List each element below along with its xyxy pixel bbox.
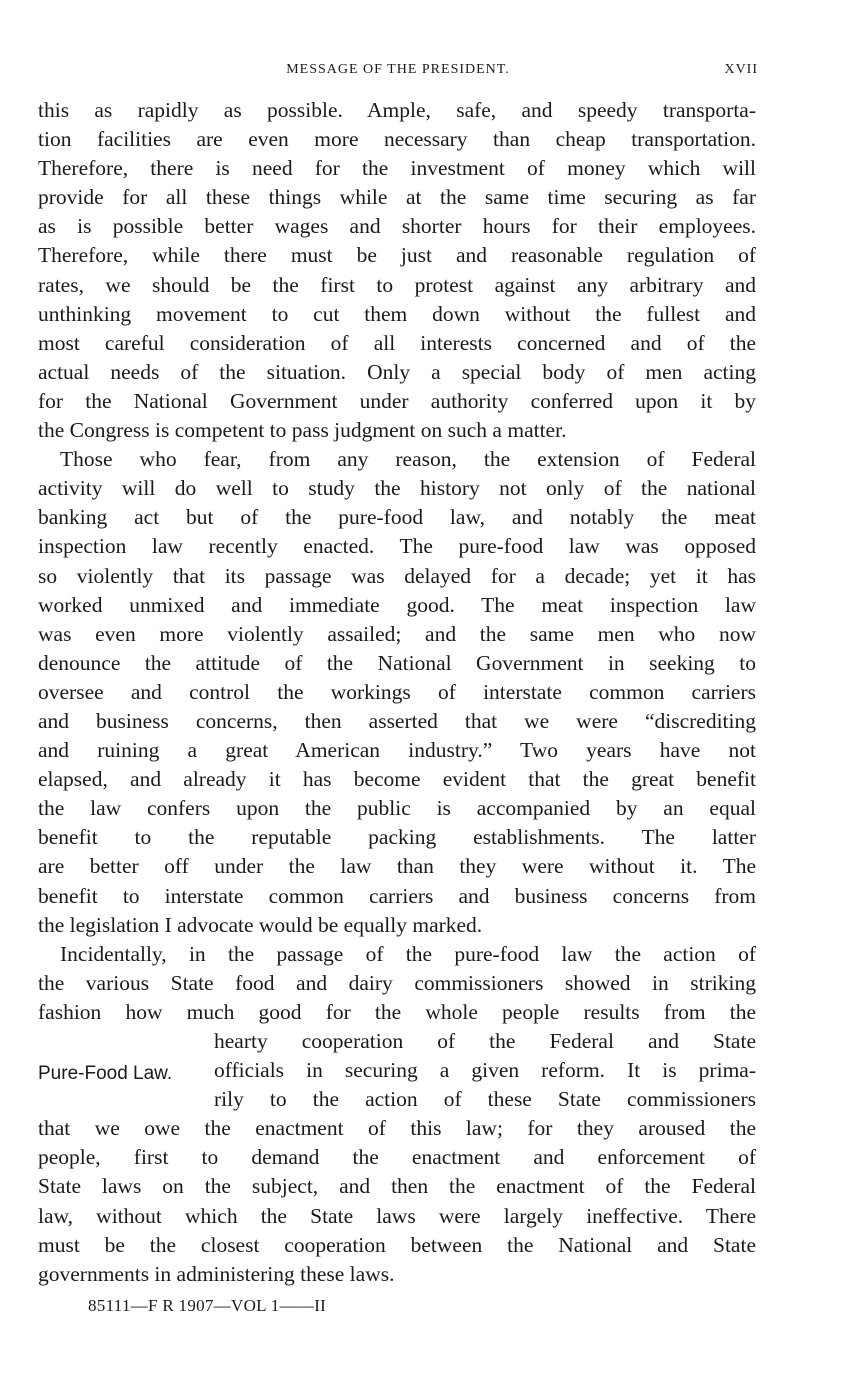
text-line: worked unmixed and immediate good. The meat inspection law (38, 592, 756, 617)
text-line: inspection law recently enacted. The pure-food law was opposed (38, 534, 756, 559)
text-line: that we owe the enactment of this law; for they aroused the (38, 1116, 756, 1141)
text-line: benefit to the reputable packing establishments. The latter (38, 825, 756, 850)
text-line: hearty cooperation of the Federal and State (214, 1029, 756, 1053)
text-line: benefit to interstate common carriers and business concerns from (38, 883, 756, 908)
text-line: activity will do well to study the history not only of the national (38, 476, 756, 501)
page-number: XVII (724, 62, 758, 77)
running-head-title: MESSAGE OF THE PRESIDENT. (286, 62, 510, 77)
text-line: was even more violently assailed; and the same men who now (38, 621, 756, 646)
text-line: the Congress is competent to pass judgment on such a matter. (38, 418, 567, 443)
text-line: and ruining a great American industry.” Two years have not (38, 738, 756, 763)
text-line: law, without which the State laws were largely ineffective. There (38, 1203, 756, 1228)
text-line: Incidentally, in the passage of the pure-food law the action of (60, 941, 756, 966)
text-line: actual needs of the situation. Only a special body of men acting (38, 359, 756, 384)
text-line: banking act but of the pure-food law, and notably the meat (38, 505, 756, 530)
printer-signature: 85111—F R 1907—VOL 1——II (88, 1296, 327, 1315)
body-text (38, 96, 756, 1289)
text-line: denounce the attitude of the National Government in seeking to (38, 650, 756, 675)
text-line: Therefore, while there must be just and reasonable regulation of (38, 243, 756, 268)
text-line: are better off under the law than they were without it. The (38, 854, 756, 879)
text-line: State laws on the subject, and then the enactment of the Federal (38, 1174, 756, 1199)
text-line: rily to the action of these State commissioners (214, 1087, 756, 1112)
running-head (38, 62, 758, 84)
text-line: as is possible better wages and shorter hours for their employees. (38, 214, 756, 239)
margin-note: Pure-Food Law. (38, 1063, 173, 1084)
text-line: and business concerns, then asserted that we were “discrediting (38, 708, 756, 733)
text-line: the various State food and dairy commissioners showed in striking (38, 970, 756, 995)
text-line: fashion how much good for the whole people results from the (38, 999, 756, 1024)
text-line: must be the closest cooperation between the National and State (38, 1232, 756, 1257)
text-line: provide for all these things while at the same time securing as far (38, 185, 756, 210)
text-line: so violently that its passage was delayed for a decade; yet it has (38, 563, 756, 588)
text-line: this as rapidly as possible. Ample, safe, and speedy transporta- (38, 98, 756, 122)
text-line: tion facilities are even more necessary than cheap transportation. (38, 127, 756, 152)
text-line: most careful consideration of all interests concerned and of the (38, 330, 756, 355)
text-line: Therefore, there is need for the investment of money which will (38, 156, 756, 181)
text-line: for the National Government under authority conferred upon it by (38, 388, 756, 413)
text-line: oversee and control the workings of interstate common carriers (38, 679, 756, 704)
text-line: rates, we should be the first to protest against any arbitrary and (38, 272, 756, 297)
text-line: governments in administering these laws. (38, 1261, 395, 1286)
text-line: the legislation I advocate would be equally marked. (38, 912, 483, 937)
text-line: Those who fear, from any reason, the extension of Federal (60, 447, 756, 472)
text-line: unthinking movement to cut them down without the fullest and (38, 301, 756, 326)
text-line: people, first to demand the enactment and enforcement of (38, 1145, 756, 1170)
text-line: officials in securing a given reform. It is prima- (214, 1058, 756, 1083)
text-line: the law confers upon the public is accompanied by an equal (38, 796, 756, 821)
text-line: elapsed, and already it has become evident that the great benefit (38, 767, 756, 792)
